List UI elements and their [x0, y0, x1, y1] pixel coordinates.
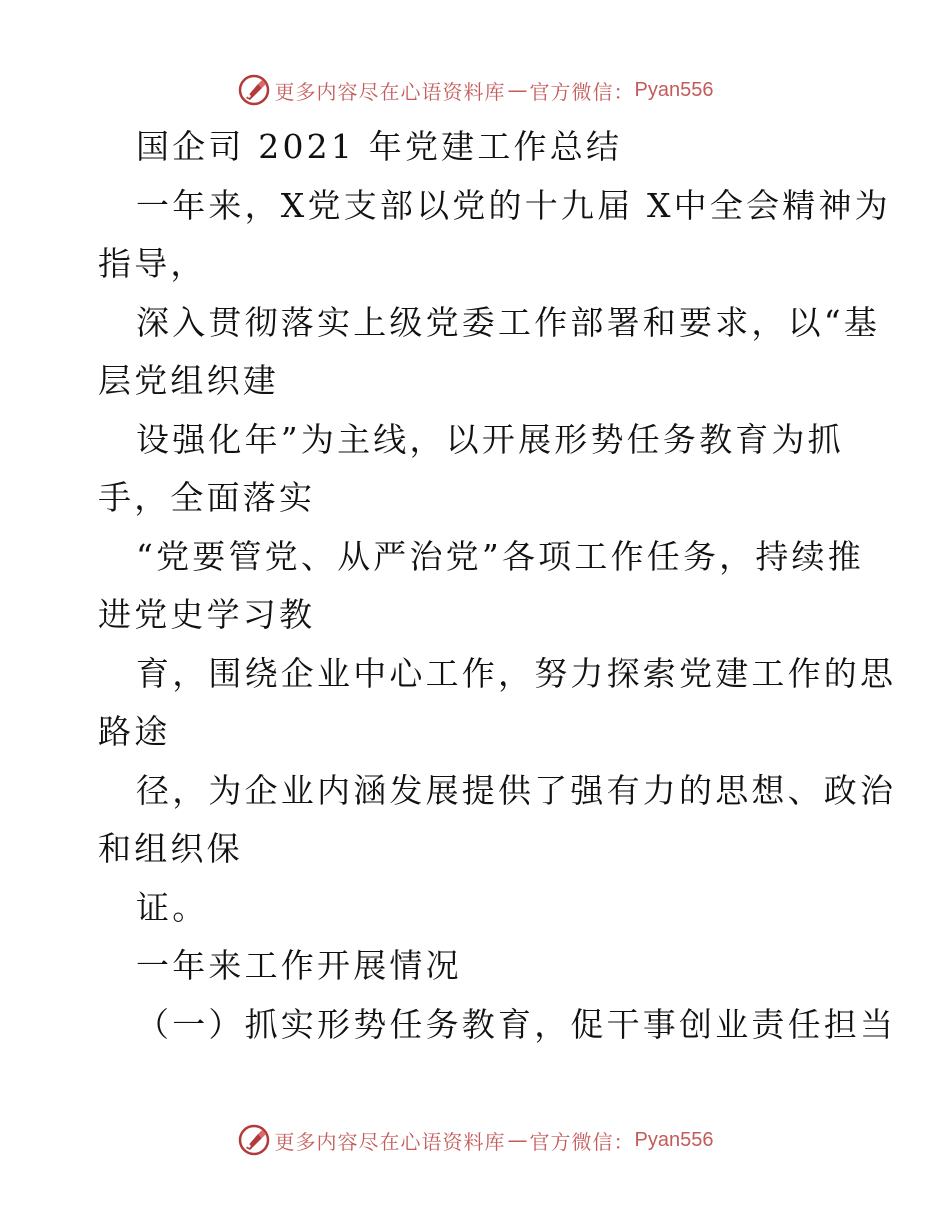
paragraph-line: 层党组织建	[98, 361, 279, 400]
paragraph-line: 一年来，X党支部以党的十九届 X中全会精神为	[136, 185, 891, 225]
watermark-main-text: 更多内容尽在心语资料库	[274, 1129, 506, 1154]
pen-nib-logo-icon	[237, 73, 271, 107]
watermark-sub-text: 官方微信：	[529, 1129, 635, 1154]
document-body	[98, 118, 897, 1054]
paragraph-line: 手，全面落实	[98, 478, 316, 517]
paragraph-line: 设强化年”为主线，以开展形势任务教育为抓	[136, 419, 844, 459]
watermark-sub-text: 官方微信：	[529, 79, 635, 104]
watermark-main-text: 更多内容尽在心语资料库	[274, 79, 506, 104]
paragraph-line: 径，为企业内涵发展提供了强有力的思想、政治	[136, 770, 897, 810]
header-watermark	[0, 70, 950, 110]
paragraph-line: 和组织保	[98, 829, 243, 868]
paragraph-line: 育，围绕企业中心工作，努力探索党建工作的思	[136, 653, 897, 693]
watermark-dash: —	[507, 78, 528, 102]
paragraph-line: 路途	[98, 712, 171, 751]
watermark-wechat-id: Pyan556	[634, 78, 714, 101]
paragraph-line: 深入贯彻落实上级党委工作部署和要求，以“基	[136, 302, 881, 342]
watermark-wechat-id: Pyan556	[634, 1128, 714, 1151]
pen-nib-logo-icon	[237, 1123, 271, 1157]
paragraph-line: 证。	[136, 887, 209, 927]
document-title: 国企司 2021 年党建工作总结	[136, 127, 623, 166]
paragraph-line: 指导，	[98, 244, 207, 283]
section-heading: 一年来工作开展情况	[136, 946, 462, 985]
paragraph-line: 进党史学习教	[98, 595, 316, 634]
paragraph-line: “党要管党、从严治党”各项工作任务，持续推	[136, 536, 864, 576]
watermark-dash: —	[507, 1128, 528, 1152]
subsection-heading: （一）抓实形势任务教育，促干事创业责任担当	[136, 1004, 897, 1044]
footer-watermark	[0, 1120, 950, 1160]
